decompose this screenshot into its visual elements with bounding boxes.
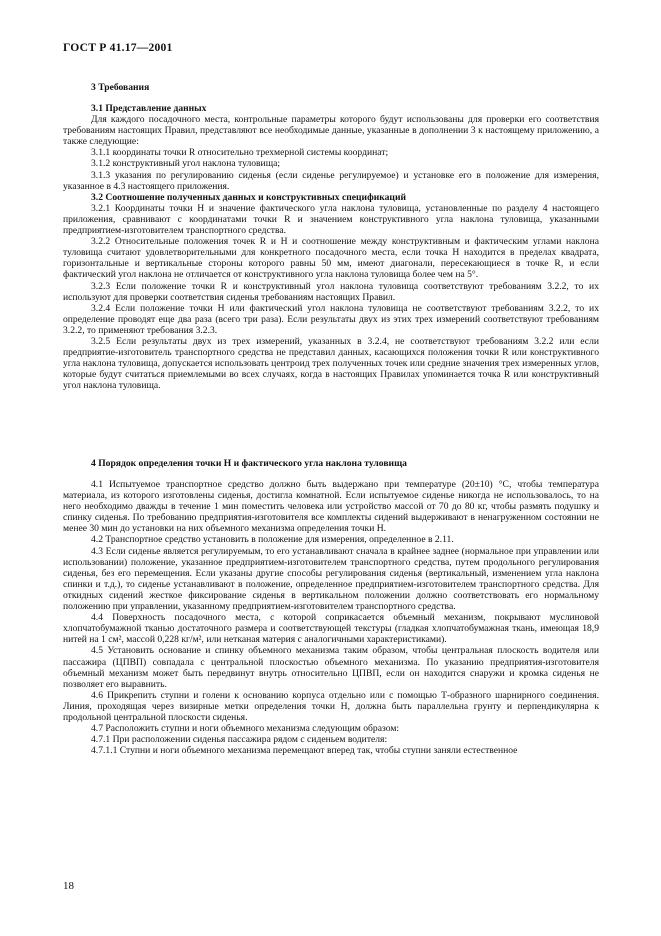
paragraph-4-3: 4.3 Если сиденье является регулируемым, то его устанавливают сначала в крайнее заднее (нормальное при управлении или использовании) положение, указанное предприятием-изготовителем транспортного средства, путем продольного регулирования сиденья, без его перемещения. Если указаны другие способы регулирования сиденья (вертикальный, изменением угла наклона спинки и т.д.), то сиденье устанавливают в положение, определенное предприятием-изготовителем транспортного средства. Для откидных сидений жесткое фиксирование сиденья в вертикальном положении должно соответствовать его нормальному положению при управлении, указанному предприятием-изготовителем транспортного средства. xyxy=(63,545,599,613)
paragraph-3-2-3: 3.2.3 Если положение точки R и конструктивный угол наклона туловища соответствуют требованиям 3.2.2, то их используют для проверки соответствия сиденья требованиям настоящих Правил. xyxy=(63,280,599,303)
paragraph-4-6: 4.6 Прикрепить ступни и голени к основанию корпуса отдельно или с помощью Т-образного шарнирного соединения. Линия, проходящая через визирные метки определения точки H, должна быть параллельна грунту и перпендикулярна к продольной центральной плоскости сиденья. xyxy=(63,689,599,723)
paragraph-4-1: 4.1 Испытуемое транспортное средство должно быть выдержано при температуре (20±10) °С, чтобы температура материала, из которого изготовлены сиденья, достигла комнатной. Если испытуемое сиденье никогда не использовалось, то на него необходимо дважды в течение 1 мин поместить человека или устройство массой от 70 до 80 кг, чтобы размять подушку и спинку сиденья. По требованию предприятия-изготовителя все комплекты сидений выдерживают в ненагруженном состоянии не менее 30 мин до установки на них объемного механизма определения точки H. xyxy=(63,479,599,535)
standard-header: ГОСТ Р 41.17—2001 xyxy=(63,41,173,54)
paragraph-4-5: 4.5 Установить основание и спинку объемного механизма таким образом, чтобы центральная плоскость водителя или пассажира (ЦПВП) совпадала с центральной плоскостью объемного механизма. По указанию предприятия-изготовителя объемный механизм может быть передвинут внутрь относительно ЦПВП, если он находится снаружи и кромка сиденья не позволяет его выравнить. xyxy=(63,645,599,690)
item-3-1-3: 3.1.3 указания по регулированию сиденья (если сиденье регулируемое) и установке его в положение для измерения, указанное в 4.3 настоящего приложения. xyxy=(63,169,599,192)
section-3 xyxy=(63,82,599,93)
subsection-3-2-title: 3.2 Соотношение полученных данных и конструктивных спецификаций xyxy=(91,191,407,203)
page-number: 18 xyxy=(63,880,74,892)
paragraph-4-7-1: 4.7.1 При расположении сиденья пассажира рядом с сиденьем водителя: xyxy=(91,734,388,746)
paragraph-3-2-1: 3.2.1 Координаты точки H и значение фактического угла наклона туловища, установленные по разделу 4 настоящего приложения, сравнивают с координатами точки R и значением конструктивного угла наклона туловища, указанными предприятием-изготовителем транспортного средства. xyxy=(63,202,599,237)
item-3-1-1: 3.1.1 координаты точки R относительно трехмерной системы координат; xyxy=(91,147,389,159)
paragraph-3-2-2: 3.2.2 Относительные положения точек R и H и соотношение между конструктивным и фактическим углами наклона туловища считают удовлетворительными для конкретного посадочного места, если точка H находится в пределах квадрата, горизонтальные и вертикальные стороны которого равны 50 мм, имеют диагонали, пересекающиеся в точке R, и если фактический угол наклона не отличается от конструктивного угла наклона туловища более чем на 5°. xyxy=(63,236,599,281)
paragraph-4-7-1-1: 4.7.1.1 Ступни и ноги объемного механизма перемещают вперед так, чтобы ступни заняли естественное xyxy=(91,745,518,757)
subsection-3-1-title: 3.1 Представление данных xyxy=(91,103,207,114)
paragraph-3-2-4: 3.2.4 Если положение точки H или фактический угол наклона туловища не соответствуют требованиям 3.2.2, то их определение проводят еще два раза (всего три раза). Если результаты двух из этих трех измерений соответствуют требованиям 3.2.2, то применяют требования 3.2.3. xyxy=(63,302,599,336)
item-3-1-2: 3.1.2 конструктивный угол наклона туловища; xyxy=(91,158,281,170)
paragraph-4-2: 4.2 Транспортное средство установить в положение для измерения, определенное в 2.11. xyxy=(91,534,454,546)
paragraph-4-7: 4.7 Расположить ступни и ноги объемного механизма следующим образом: xyxy=(91,723,400,735)
paragraph-3-1-intro: Для каждого посадочного места, контрольные параметры которого будут использованы для проверки его соответствия требованиям настоящих Правил, представляют все необходимые данные, указанные в дополнении 3 к настоящему приложению, а также следующие: xyxy=(63,114,599,148)
paragraph-4-4: 4.4 Поверхность посадочного места, с которой соприкасается объемный механизм, покрывают муслиновой хлопчатобумажной тканью достаточного размера и соответствующей текстуры (гладкая хлопчатобумажная ткань, имеющая 18,9 нитей на 1 см², массой 0,228 кг/м², или нетканая материя с аналогичными характеристиками). xyxy=(63,612,599,646)
section-4 xyxy=(63,458,599,469)
section-4-body xyxy=(63,479,599,756)
section-3-1 xyxy=(63,103,599,391)
section-3-title: 3 Требования xyxy=(91,82,150,93)
section-4-title: 4 Порядок определения точки H и фактического угла наклона туловища xyxy=(91,458,407,469)
paragraph-3-2-5: 3.2.5 Если результаты двух из трех измерений, указанных в 3.2.4, не соответствуют требованиям 3.2.2 или если предприятие-изготовитель транспортного средства не представил данных, касающихся положения точки R или конструктивного угла наклона туловища, допускается использовать центроид трех полученных точек или средние значения трех измеренных углов, которые будут считаться приемлемыми во всех случаях, когда в настоящих Правилах упоминается точка R или конструктивный угол наклона туловища. xyxy=(63,335,599,392)
